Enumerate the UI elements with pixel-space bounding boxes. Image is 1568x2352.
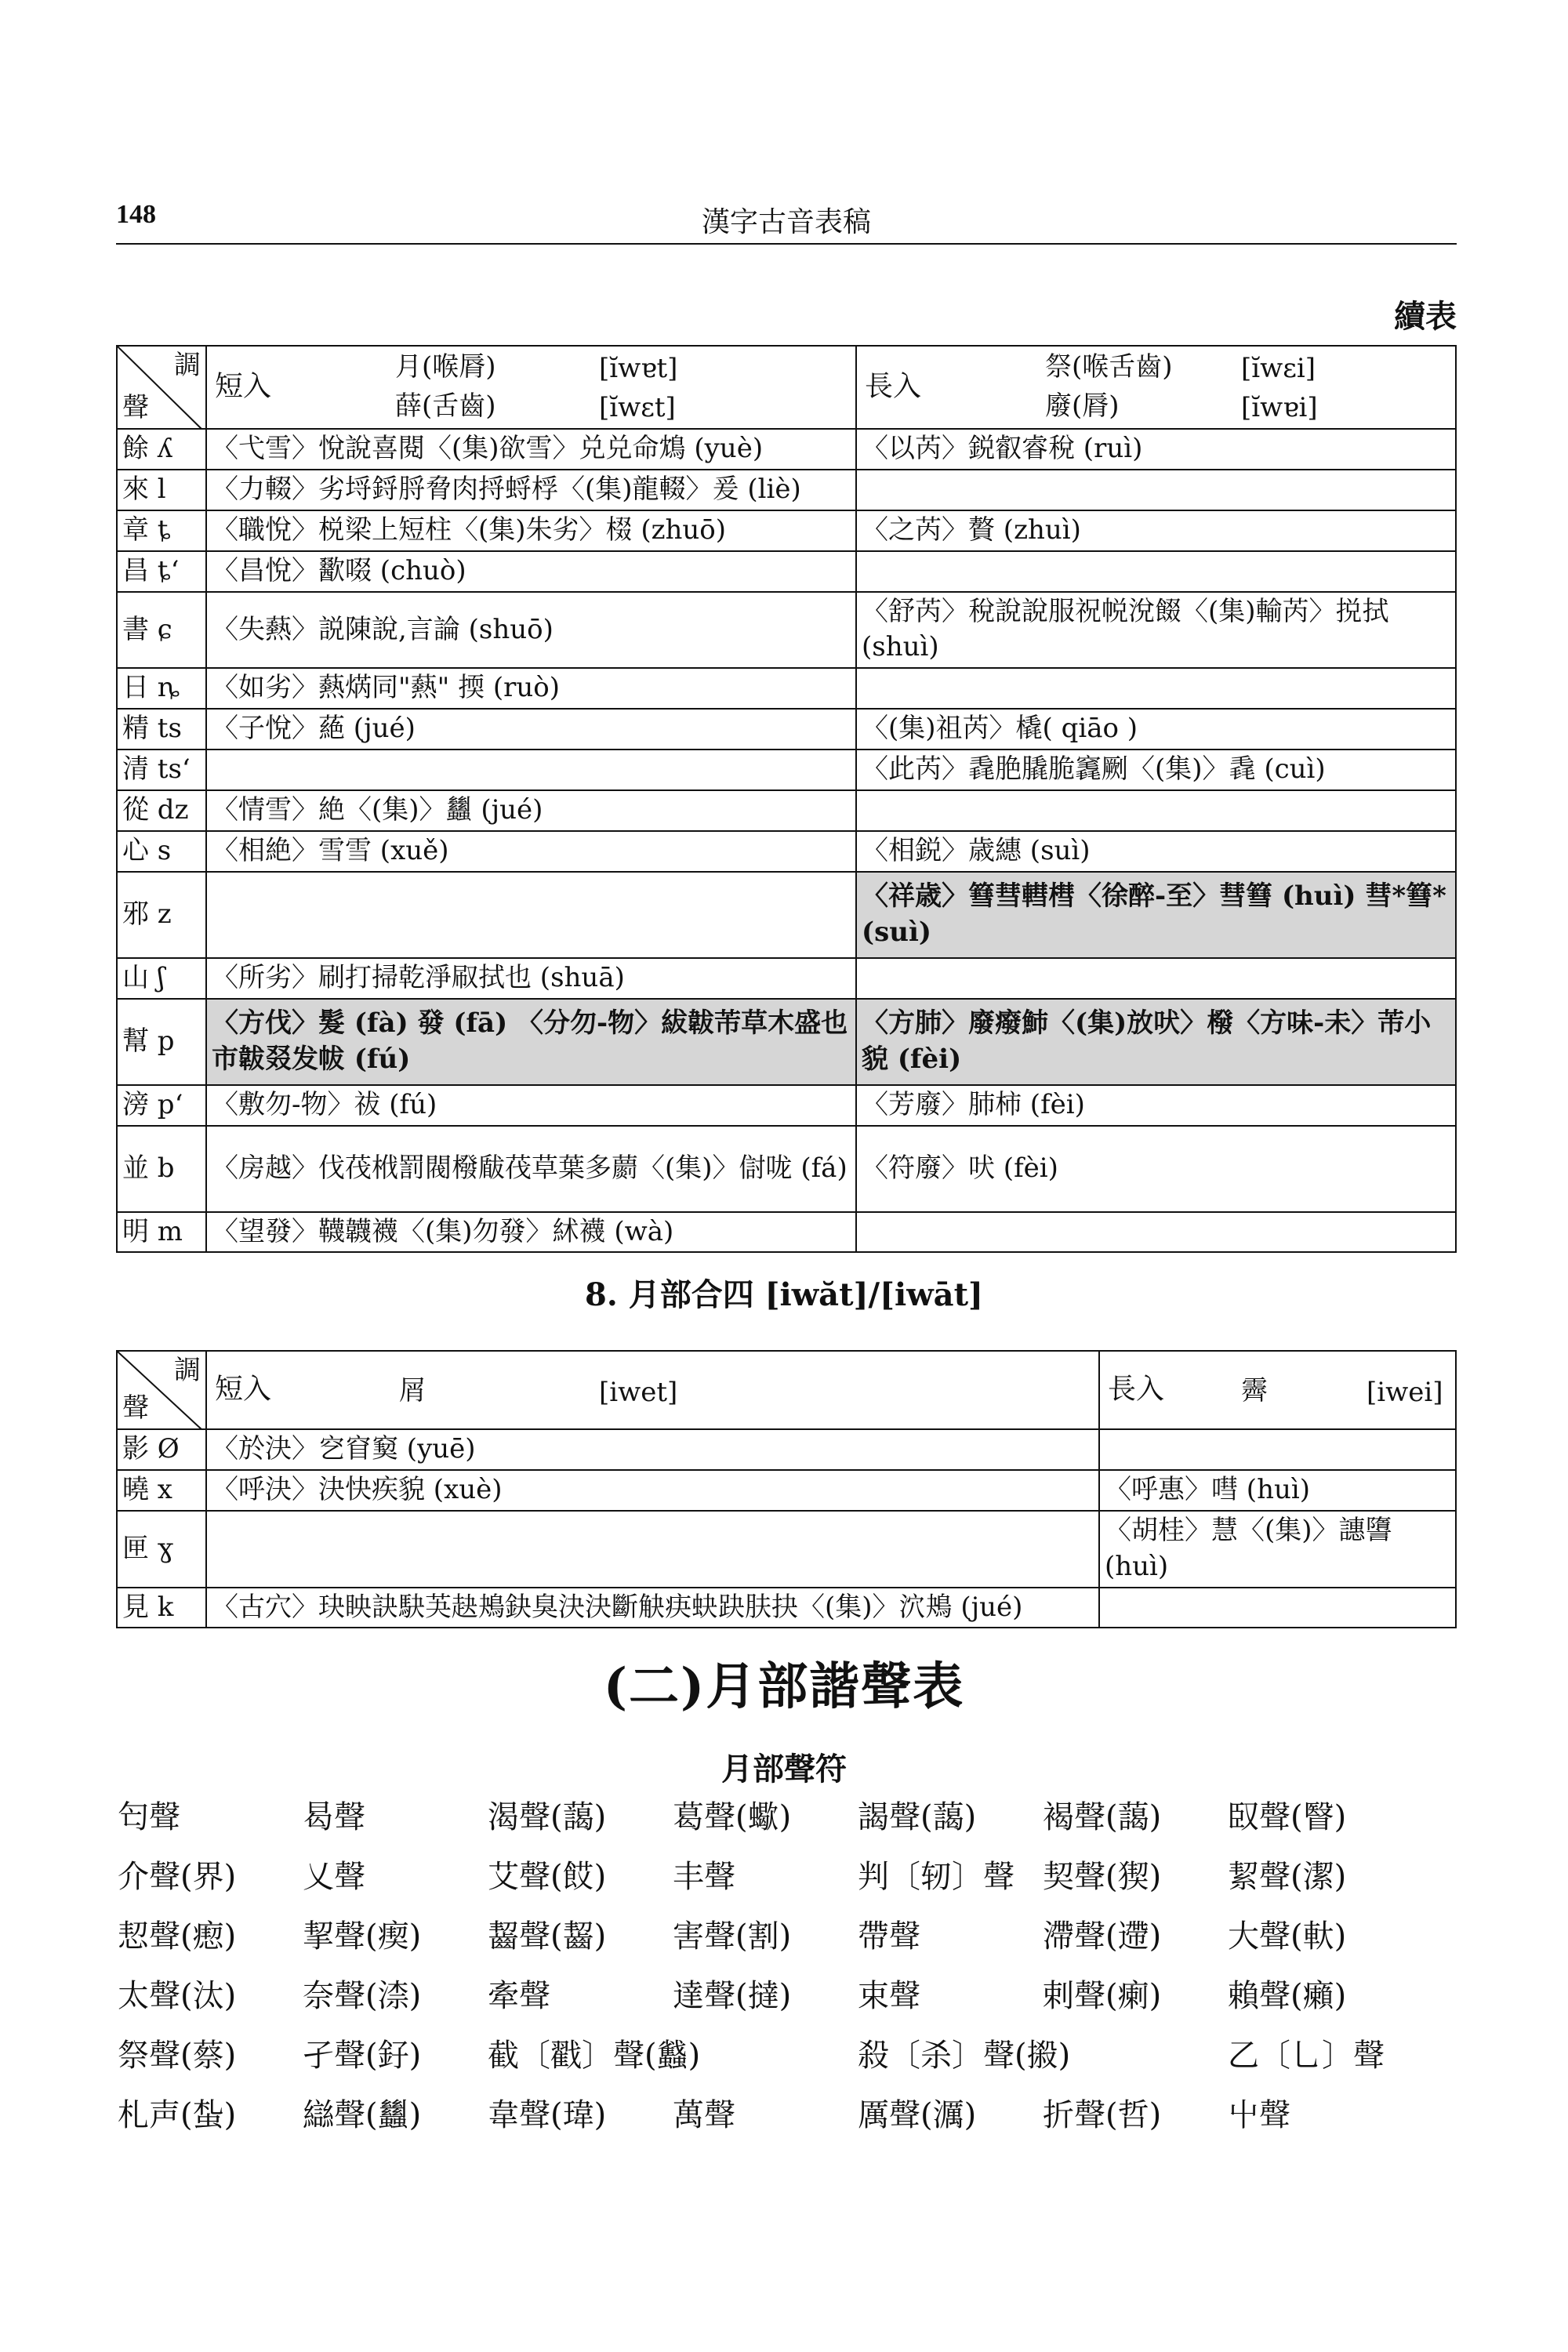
- short-cell: 〈弋雪〉悅說喜閱〈(集)欲雪〉兑兑命鴆 (yuè): [206, 429, 856, 470]
- long-cell: 〈之芮〉贅 (zhuì): [856, 510, 1456, 551]
- phonetic-item: 挈聲(瘈): [303, 1918, 422, 1955]
- phonetic-item: [1043, 2036, 1228, 2075]
- long-cell: 〈舒芮〉稅說說服祝帨涗餟〈(集)輸芮〉捝拭 (shuì): [856, 592, 1456, 669]
- long-rime-ipa: [iwei]: [1367, 1377, 1443, 1408]
- short-cell: 〈失爇〉説陳說,言論 (shuō): [206, 592, 856, 669]
- table-row: [117, 429, 1456, 470]
- phonetic-item: 滯聲(遰): [1043, 1918, 1162, 1955]
- phonetic-item: 萬聲: [673, 2097, 735, 2133]
- short-entering-label: 短入: [215, 370, 272, 403]
- phonetic-item: 殺〔杀〕聲(摋): [858, 2038, 1071, 2074]
- phonetic-item: 艾聲(餀): [488, 1859, 607, 1895]
- phonetic-item: 謁聲(藹): [858, 1799, 977, 1835]
- table-corner: [117, 1351, 206, 1429]
- long-rime-1-ipa: [ĭwɛi]: [1241, 353, 1316, 384]
- long-cell: [856, 1212, 1456, 1253]
- short-cell: 〈呼決〉決快疾貌 (xuè): [206, 1470, 1099, 1511]
- short-cell: 〈望發〉韈韤襪〈(集)勿發〉絉襪 (wà): [206, 1212, 856, 1253]
- phonetic-item: 丰聲: [673, 1859, 735, 1895]
- short-cell: 〈所劣〉刷打掃乾淨㕞拭也 (shuā): [206, 958, 856, 999]
- phonetic-item: 祭聲(蔡): [118, 2038, 237, 2074]
- long-cell: [856, 551, 1456, 592]
- initial-cell: 見 k: [117, 1588, 206, 1628]
- initial-cell: 清 tsʻ: [117, 750, 206, 790]
- long-cell: 〈胡桂〉慧〈(集)〉譓䜐 (huì): [1099, 1511, 1456, 1588]
- table-row: [117, 831, 1456, 872]
- initial-cell: 幫 p: [117, 999, 206, 1085]
- tone-label: 調: [174, 350, 201, 381]
- initial-cell: 精 ts: [117, 709, 206, 750]
- initial-cell: 心 s: [117, 831, 206, 872]
- short-rime-1-ipa: [ĭwɐt]: [599, 353, 678, 384]
- short-cell: 〈相絶〉雪雪 (xuě): [206, 831, 856, 872]
- long-cell: 〈呼惠〉嘒 (huì): [1099, 1470, 1456, 1511]
- rhyme-table-continued: [116, 345, 1457, 1253]
- phonetic-item: 太聲(汰): [118, 1978, 237, 2014]
- long-cell: 〈此芮〉毳脃膬脆竁劂〈(集)〉毳 (cuì): [856, 750, 1456, 790]
- book-title: 漢字古音表稿: [701, 206, 871, 238]
- phonetic-item: 達聲(撻): [673, 1978, 792, 2014]
- table-row: [117, 958, 1456, 999]
- initial-cell: 書 ɕ: [117, 592, 206, 669]
- phonetic-item: 判〔轫〕聲: [858, 1859, 1014, 1895]
- long-cell-highlighted: 〈祥歳〉篲彗轊槥〈徐醉-至〉彗篲 (huì) 彗*篲*(suì): [856, 872, 1456, 958]
- table-corner: [117, 346, 206, 429]
- initial-cell: 餘 ʎ: [117, 429, 206, 470]
- short-rime: 屑: [399, 1375, 426, 1406]
- table-row: [117, 592, 1456, 669]
- phonetic-item: 屮聲: [1228, 2097, 1290, 2133]
- phonetic-item: 賴聲(癩): [1228, 1978, 1347, 2014]
- phonetic-item: 匄聲: [118, 1799, 180, 1835]
- initial-cell: 章 ȶ: [117, 510, 206, 551]
- phonetic-item: 剌聲(瘌): [1043, 1978, 1162, 2014]
- initial-cell: 日 ȵ: [117, 668, 206, 709]
- initial-cell: 來 l: [117, 470, 206, 510]
- short-cell: 〈古穴〉玦眏訣駃芵赽鴂鈌臭決決斷觖疦蚗趹肤抉〈(集)〉泬鴂 (jué): [206, 1588, 1099, 1628]
- initial-cell: 滂 pʻ: [117, 1085, 206, 1126]
- continued-label: 續表: [1394, 298, 1457, 335]
- short-cell: 〈於決〉穵窅窫 (yuē): [206, 1429, 1099, 1470]
- page-number: 148: [116, 200, 156, 229]
- initial-cell: 明 m: [117, 1212, 206, 1253]
- table2-title: 8. 月部合四 [iwăt]/[iwāt]: [585, 1276, 983, 1313]
- long-rime-2-ipa: [ĭwɐi]: [1241, 392, 1318, 423]
- short-entering-header: [206, 346, 856, 429]
- tone-label: 調: [174, 1355, 201, 1386]
- long-entering-label: 長入: [1108, 1373, 1165, 1406]
- table-row: [117, 790, 1456, 831]
- phonetic-item: 介聲(界): [118, 1859, 237, 1895]
- table-row: [117, 668, 1456, 709]
- phonetic-item: 札声(蚻): [118, 2097, 237, 2133]
- initial-label: 聲: [122, 1392, 149, 1425]
- long-cell-highlighted: 〈方肺〉廢癈䰽〈(集)放吠〉橃〈方味-未〉芾小貌 (fèi): [856, 999, 1456, 1085]
- phonetic-item: 褐聲(藹): [1043, 1799, 1162, 1835]
- phonetic-item: [673, 2036, 858, 2075]
- short-rime-2: 薛(舌齒): [395, 390, 496, 422]
- phonetic-item: 曷聲: [303, 1799, 365, 1835]
- phonetic-item: 帶聲: [858, 1918, 920, 1955]
- initial-cell: 邪 z: [117, 872, 206, 958]
- phonetic-item: 葛聲(蠍): [673, 1799, 792, 1835]
- table-row: [117, 1212, 1456, 1253]
- phonetic-item: 臤聲(瞖): [1228, 1799, 1347, 1835]
- short-cell: 〈如劣〉爇焫同"爇" 㨎 (ruò): [206, 668, 856, 709]
- long-cell: 〈符廢〉吠 (fèi): [856, 1126, 1456, 1212]
- table-row: [117, 1470, 1456, 1511]
- phonetic-item: 韋聲(瑋): [488, 2097, 607, 2133]
- phonetic-item: 大聲(軑): [1228, 1918, 1347, 1955]
- table-row: [117, 510, 1456, 551]
- table-row: [117, 1429, 1456, 1470]
- short-cell: 〈情雪〉絶〈(集)〉蠿 (jué): [206, 790, 856, 831]
- long-cell: [856, 958, 1456, 999]
- phonetic-item: 渴聲(藹): [488, 1799, 607, 1835]
- phonetic-item: 折聲(哲): [1043, 2097, 1162, 2133]
- table-row: [117, 1126, 1456, 1212]
- table-row: [117, 750, 1456, 790]
- long-cell: 〈芳廢〉肺柿 (fèi): [856, 1085, 1456, 1126]
- long-entering-header: [1099, 1351, 1456, 1429]
- initial-cell: 山 ʃ: [117, 958, 206, 999]
- initial-label: 聲: [122, 392, 149, 424]
- initial-cell: 影 Ø: [117, 1429, 206, 1470]
- phonetic-item: 䜌聲(蠿): [303, 2097, 422, 2133]
- long-rime: 霽: [1241, 1375, 1268, 1406]
- phonetic-item: 契聲(猰): [1043, 1859, 1162, 1895]
- phonetic-item: 乙〔乚〕聲: [1228, 2038, 1385, 2074]
- phonetic-item: 奈聲(渿): [303, 1978, 422, 2014]
- long-cell: [856, 790, 1456, 831]
- phonetic-item: 孑聲(釨): [303, 2038, 422, 2074]
- short-rime-ipa: [iwet]: [599, 1377, 678, 1408]
- short-entering-header: [206, 1351, 1099, 1429]
- phonetic-item: 害聲(割): [673, 1918, 792, 1955]
- page-header: [116, 200, 1457, 238]
- long-cell: 〈以芮〉鋭叡睿稅 (ruì): [856, 429, 1456, 470]
- short-cell: 〈職悅〉棁梁上短柱〈(集)朱劣〉棳 (zhuō): [206, 510, 856, 551]
- table-row: [117, 709, 1456, 750]
- initial-cell: 曉 x: [117, 1470, 206, 1511]
- long-entering-label: 長入: [865, 370, 922, 403]
- long-entering-header: [856, 346, 1456, 429]
- phonetic-item: 束聲: [858, 1978, 920, 2014]
- initial-cell: 並 b: [117, 1126, 206, 1212]
- table-row: [117, 872, 1456, 958]
- table-row: [117, 1511, 1456, 1588]
- table-row: [117, 1588, 1456, 1628]
- short-rime-1: 月(喉脣): [395, 351, 496, 383]
- table-row: [117, 470, 1456, 510]
- phonetic-item: 齧聲(齧): [488, 1918, 607, 1955]
- table-row: [117, 551, 1456, 592]
- short-cell: 〈子悅〉蕝 (jué): [206, 709, 856, 750]
- initial-cell: 匣 ɣ: [117, 1511, 206, 1588]
- long-cell: 〈相鋭〉歳繐 (suì): [856, 831, 1456, 872]
- long-cell: 〈(集)祖芮〉橇( qiāo ): [856, 709, 1456, 750]
- long-rime-1: 祭(喉舌齒): [1045, 351, 1173, 383]
- long-cell: [1099, 1429, 1456, 1470]
- short-cell: [206, 1511, 1099, 1588]
- short-rime-2-ipa: [ĭwɛt]: [599, 392, 676, 423]
- rhyme-table-yue-he-si: [116, 1350, 1457, 1628]
- short-entering-label: 短入: [215, 1373, 272, 1406]
- long-rime-2: 廢(脣): [1045, 390, 1120, 422]
- table-row: [117, 1085, 1456, 1126]
- initial-cell: 從 dz: [117, 790, 206, 831]
- short-cell: 〈房越〉伐茷栰罰閥橃瞂茷草葉多蘮〈(集)〉傠咙 (fá): [206, 1126, 856, 1212]
- long-cell: [856, 470, 1456, 510]
- short-cell: [206, 750, 856, 790]
- long-cell: [1099, 1588, 1456, 1628]
- short-cell: 〈力輟〉劣埒鋝脟脅肉捋蛶桴〈(集)龍輟〉爰 (liè): [206, 470, 856, 510]
- short-cell: 〈昌悅〉歠啜 (chuò): [206, 551, 856, 592]
- header-rule: [116, 243, 1457, 245]
- phonetic-subtitle: 月部聲符: [721, 1751, 847, 1788]
- table-row: [117, 999, 1456, 1085]
- phonetic-item: 絜聲(潔): [1228, 1859, 1347, 1895]
- long-cell: [856, 668, 1456, 709]
- initial-cell: 昌 ȶʻ: [117, 551, 206, 592]
- phonetic-item: 乂聲: [303, 1859, 365, 1895]
- short-cell: [206, 872, 856, 958]
- section-title: (二)月部諧聲表: [603, 1657, 965, 1716]
- phonetic-item: 截〔戳〕聲(蠽): [488, 2038, 701, 2074]
- phonetic-series-grid: [118, 1798, 1466, 2135]
- short-cell-highlighted: 〈方伐〉髮 (fà) 發 (fā) 〈分勿-物〉紱韍芾草木盛也市韍叕发帗 (fú): [206, 999, 856, 1085]
- short-cell: 〈敷勿-物〉祓 (fú): [206, 1085, 856, 1126]
- phonetic-item: 厲聲(濿): [858, 2097, 977, 2133]
- phonetic-item: 牽聲: [488, 1978, 550, 2014]
- phonetic-item: 恝聲(瘛): [118, 1918, 237, 1955]
